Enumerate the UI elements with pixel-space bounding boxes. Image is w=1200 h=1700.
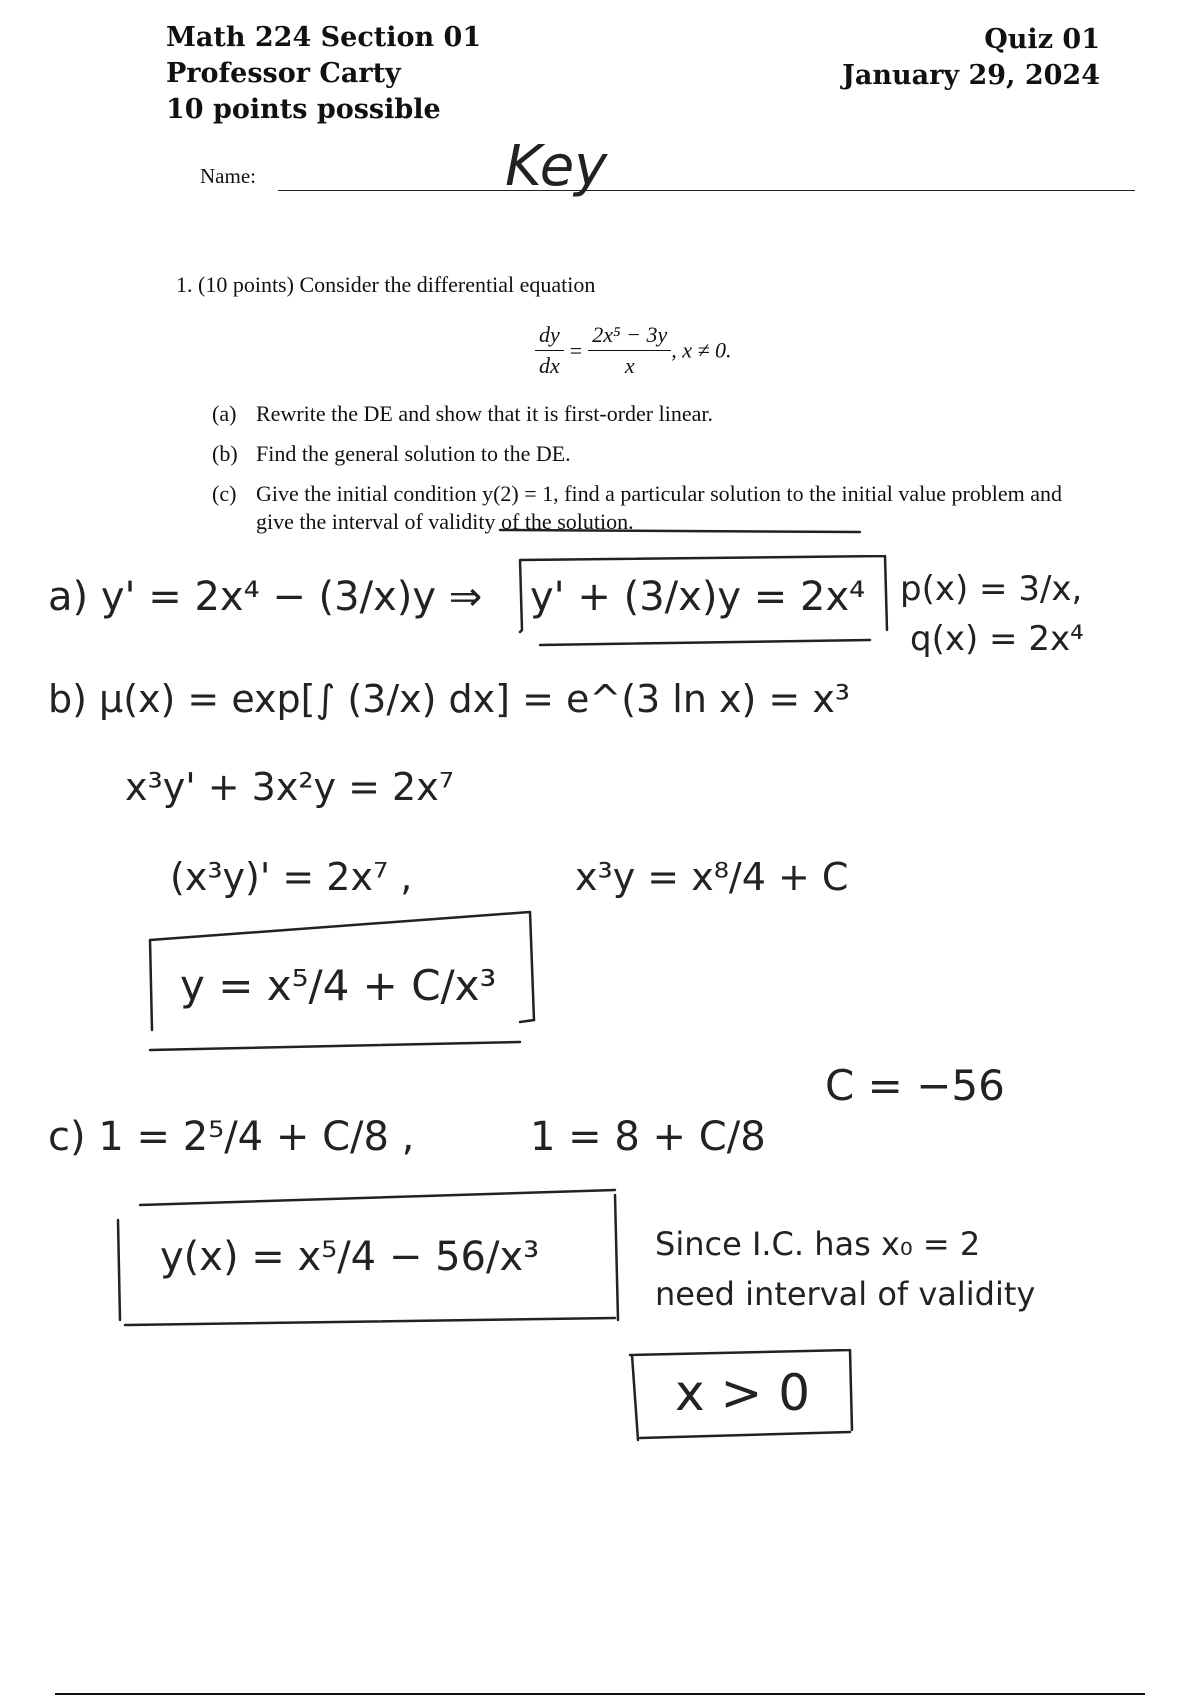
name-label: Name:	[200, 164, 256, 188]
part-b-label: (b)	[212, 441, 238, 466]
footer-rule	[55, 1693, 1145, 1695]
hw-b-deriv: (x³y)' = 2x⁷ ,	[170, 855, 413, 899]
eq-lhs-numerator: dy	[535, 322, 564, 351]
quiz-title: Quiz 01	[984, 24, 1100, 55]
course-title: Math 224 Section 01	[166, 22, 482, 53]
differential-equation: $\frac{dy}{dx}$ = $\frac{\text{2x⁵ − 3y}}{x}$ , x ≠ 0.	[535, 322, 732, 379]
eq-condition: , x ≠ 0.	[671, 337, 732, 363]
eq-rhs-numerator: 2x⁵ − 3y	[588, 322, 671, 351]
part-c-label: (c)	[212, 481, 237, 506]
hw-c-note1: Since I.C. has x₀ = 2	[655, 1225, 981, 1263]
part-c-text: Give the initial condition y(2) = 1, find a particular solution to the initial value problem and give the interval of validity of the solution.	[256, 481, 1063, 534]
hw-a-step: a) y' = 2x⁴ − (3/x)y ⇒	[48, 574, 483, 620]
quiz-date: January 29, 2024	[842, 60, 1100, 91]
hw-c-const: C = −56	[825, 1061, 1005, 1110]
part-b-text: Find the general solution to the DE.	[256, 441, 571, 466]
hw-a-q: q(x) = 2x⁴	[910, 619, 1084, 659]
hw-b-boxed: y = x⁵/4 + C/x³	[180, 961, 497, 1010]
hw-a-boxed: y' + (3/x)y = 2x⁴	[530, 574, 866, 620]
hw-c-interval: x > 0	[675, 1364, 811, 1422]
hw-c-sub: c) 1 = 2⁵/4 + C/8 ,	[48, 1114, 415, 1160]
part-a-text: Rewrite the DE and show that it is first-order linear.	[256, 401, 713, 426]
hw-c-note2: need interval of validity	[655, 1275, 1036, 1313]
problem-intro: 1. (10 points) Consider the differential equation	[176, 272, 596, 297]
eq-rhs-denominator: x	[624, 353, 635, 378]
part-a-label: (a)	[212, 401, 237, 426]
hw-c-boxed: y(x) = x⁵/4 − 56/x³	[160, 1234, 540, 1280]
underline-answer-a	[540, 640, 870, 645]
eq-lhs-denominator: dx	[539, 353, 560, 378]
strike-stroke	[500, 530, 860, 532]
hw-b-integ: x³y = x⁸/4 + C	[575, 855, 849, 899]
points-possible: 10 points possible	[166, 94, 441, 125]
hw-b-mult: x³y' + 3x²y = 2x⁷	[125, 765, 454, 809]
professor-name: Professor Carty	[166, 58, 401, 89]
hw-b-mu: b) μ(x) = exp[∫ (3/x) dx] = e^(3 ln x) = x³	[48, 677, 851, 721]
hw-c-sub2: 1 = 8 + C/8	[530, 1114, 766, 1160]
hw-a-p: p(x) = 3/x,	[900, 569, 1083, 609]
hw-name-key: Key	[505, 134, 608, 199]
underline-answer-b	[150, 1042, 520, 1050]
